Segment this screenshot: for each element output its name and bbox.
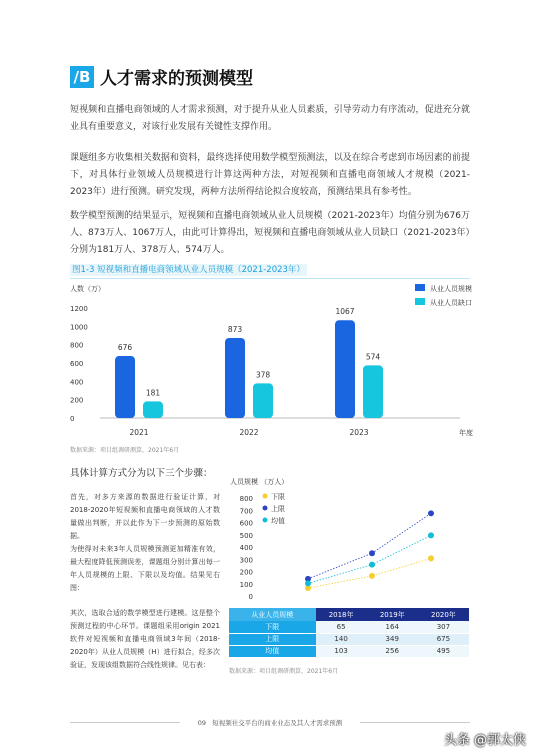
y-tick-label: 0 (248, 593, 253, 601)
y-tick-label: 1200 (70, 305, 88, 313)
legend-swatch (415, 298, 425, 305)
bar (225, 338, 245, 418)
data-label: 873 (227, 324, 243, 334)
table-row (229, 621, 469, 633)
data-label: 378 (255, 370, 271, 380)
y-tick-label: 300 (239, 556, 253, 565)
figure-title (70, 263, 470, 279)
y-tick-label: 400 (70, 378, 84, 387)
series-line (308, 513, 431, 579)
page-footer (0, 718, 540, 727)
bar (115, 356, 135, 418)
table-cell: 65 (316, 621, 367, 633)
scatter-chart (225, 474, 475, 606)
table-source: 数据来源：项目组调研测算，2021年6月 (229, 668, 339, 675)
table-row-label: 下限 (229, 621, 316, 633)
legend-label: 下限 (271, 493, 285, 501)
table-row-label: 均值 (229, 645, 316, 657)
table-cell: 164 (367, 621, 418, 633)
table-header-row (229, 608, 469, 621)
section-title: 人才需求的预测模型 (100, 69, 253, 89)
watermark: 头条 @郭太侠 (443, 733, 526, 748)
y-tick-label: 800 (70, 341, 84, 350)
data-point (305, 580, 311, 586)
data-label: 1067 (335, 307, 355, 317)
figure-label: 图1-3 (72, 265, 95, 275)
table-cell: 103 (316, 645, 367, 657)
table-cell: 307 (418, 621, 469, 633)
paragraph-result: 数学模型预测的结果显示，短视频和直播电商领域从业人员规模（2021-2023年）均值分别为676万人、873万人、1067万人，由此可计算得出，短视频和直播电商领域从业人员缺口（2021-2023年）分别为181万人、378万人、574万人。 (70, 211, 470, 255)
bar (335, 320, 355, 418)
bar (253, 383, 273, 418)
data-label: 676 (117, 343, 133, 353)
figure-source: 数据来源：项目组调研测算，2021年6月 (70, 447, 180, 454)
table-cell: 495 (418, 645, 469, 657)
legend-label: 从业人员缺口 (430, 299, 472, 307)
table-cell: 675 (418, 633, 469, 645)
legend-marker (263, 494, 268, 499)
table-header-cell: 2020年 (418, 608, 469, 621)
table-header-cell: 2019年 (367, 608, 418, 621)
y-tick-label: 400 (239, 544, 253, 552)
step-1-text: 首先，对多方来源的数据进行验证计算，对2018-2020年短视频和直播电商领域的人才数量做出判断，并以此作为下一步预测的原始数据。 (70, 493, 220, 540)
data-point (369, 562, 375, 568)
page-number: 09 (197, 719, 207, 727)
y-tick-label: 0 (70, 415, 75, 423)
data-point (428, 510, 434, 516)
x-tick-label: 2022 (239, 428, 259, 437)
legend-marker (263, 518, 268, 523)
legend-label: 从业人员规模 (430, 285, 472, 293)
y-tick-label: 1000 (70, 323, 88, 332)
data-point (428, 532, 434, 538)
series-line (308, 558, 431, 588)
data-point (369, 550, 375, 556)
table-row (229, 645, 469, 657)
table-cell: 140 (316, 633, 367, 645)
legend-swatch (415, 284, 425, 291)
paragraph-intro: 短视频和直播电商领域的人才需求预测，对于提升从业人员素质，引导劳动力有序流动，促进充分就业具有重要意义，对该行业发展有关键性支撑作用。 (70, 105, 470, 132)
step-3-text: 其次，选取合适的数学模型进行建模。这是整个预测过程的中心环节。课题组采用origin 2021软件对短视频和直播电商领域3年间（2018-2020年）从业人员规模（H）进行拟合，经多次验证，发现该组数据符合线性规律。见右表： (70, 609, 220, 669)
legend-label: 上限 (271, 505, 285, 513)
data-table (229, 608, 469, 658)
y-tick-label: 500 (239, 531, 253, 540)
table-header-cell: 2018年 (316, 608, 367, 621)
y-tick-label: 100 (239, 580, 253, 589)
x-axis-label: 年度 (459, 429, 473, 437)
y-tick-label: 600 (70, 360, 84, 368)
section-badge: /B (70, 66, 94, 88)
y-axis-label: 人数（万） (70, 285, 105, 293)
y-tick-label: 600 (239, 519, 253, 528)
table-row (229, 633, 469, 645)
y-tick-label: 700 (239, 507, 253, 516)
data-point (428, 555, 434, 561)
table-cell: 256 (367, 645, 418, 657)
data-label: 574 (365, 352, 381, 362)
y-tick-label: 200 (70, 396, 84, 405)
table-cell: 349 (367, 633, 418, 645)
table-row-label: 上限 (229, 633, 316, 645)
legend-label: 均值 (271, 517, 285, 525)
footer-title: 短视频社交平台的商业业态及其人才需求预测 (212, 719, 343, 727)
data-label: 181 (145, 388, 161, 398)
x-tick-label: 2023 (349, 428, 369, 437)
y-tick-label: 200 (239, 568, 253, 577)
y-axis-label: 人员规模 （万人） (230, 478, 289, 486)
table-header-cell: 从业人员规模 (229, 608, 316, 621)
y-tick-label: 800 (239, 495, 253, 503)
figure-caption: 短视频和直播电商领域从业人员规模（2021-2023年） (97, 265, 305, 275)
x-tick-label: 2021 (129, 428, 149, 437)
steps-heading: 具体计算方式分为以下三个步骤： (70, 468, 213, 479)
bar (363, 365, 383, 418)
step-2-text: 为使得对未来3年人员规模预测更加精准有效，最大程度降低预测误差，课题组分别计算出每一年人员规模的上限、下限以及均值。结果见右图： (70, 545, 220, 592)
legend-marker (263, 506, 268, 511)
bar (143, 401, 163, 418)
paragraph-method: 课题组多方收集相关数据和资料，最终选择使用数学模型预测法，以及在综合考虑到市场因素的前提下，对具体行业领域人员规模进行计算这两种方法，对短视频和直播电商领域人才规模（2021-2023年）进行预测。研究发现，两种方法所得结论拟合度较高，预测结果具有参考性。 (70, 153, 470, 197)
data-point (369, 573, 375, 579)
bar-chart (60, 278, 480, 448)
